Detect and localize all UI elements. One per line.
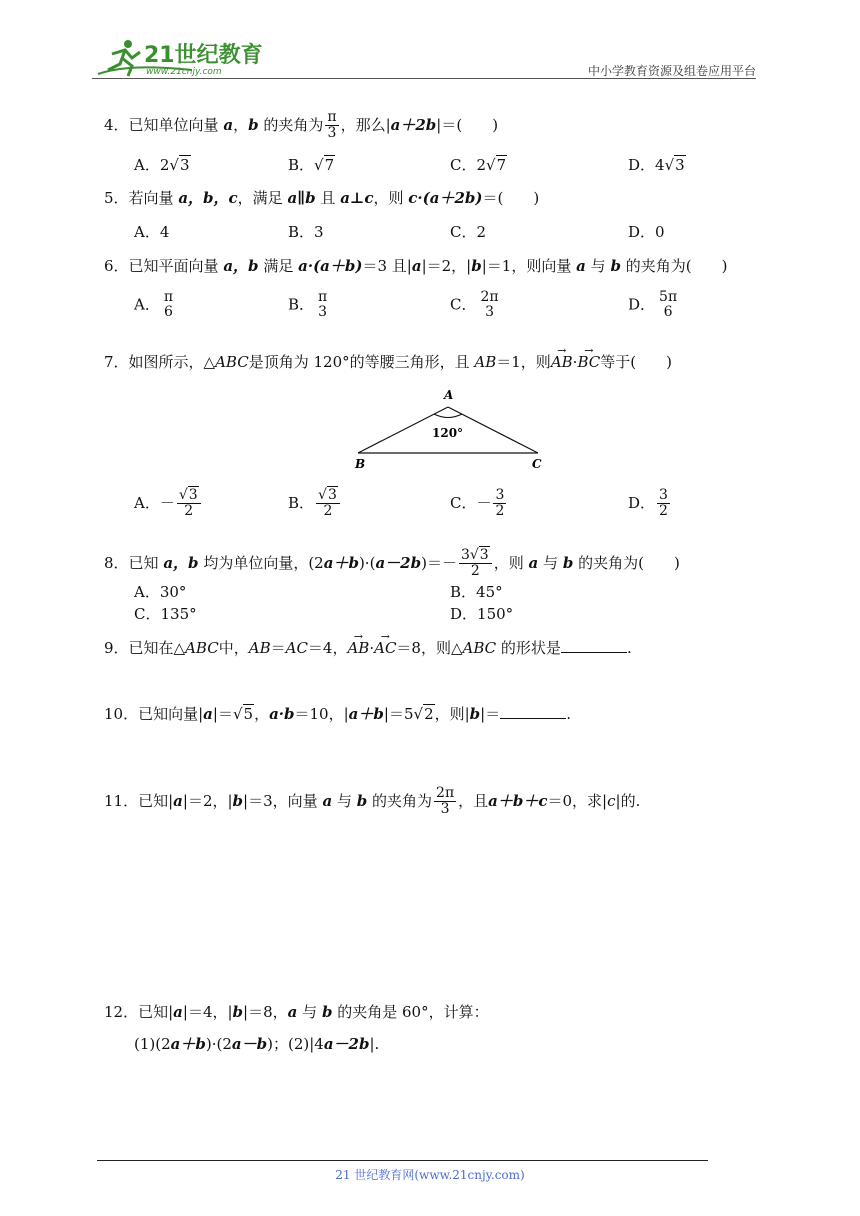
q4-option-b: B．√7 <box>288 156 335 174</box>
q5-option-c: C．2 <box>450 223 487 241</box>
angle-arc <box>434 414 462 418</box>
q7-option-c: C．－ $\frac{3}{2}$ <box>450 487 505 520</box>
question-10: 10．已知向量|a|＝√5，a·b＝10，|a＋b|＝5√2，则|b|＝ . <box>104 705 572 723</box>
q6-option-c: C． 2π 3 <box>450 289 499 321</box>
question-12: 12．已知|a|＝4，|b|＝8，a 与 b 的夹角是 60°，计算： <box>104 1003 489 1021</box>
header-title: 中小学教育资源及组卷应用平台 <box>587 64 756 78</box>
q6-option-a: A． π 6 <box>134 289 174 321</box>
q4-option-d: D．4√3 <box>628 156 685 174</box>
footer-rule <box>97 1160 708 1161</box>
q4-option-c: C．2√7 <box>450 156 507 174</box>
vertex-b: B <box>355 457 366 471</box>
vertex-c: C <box>532 457 542 471</box>
q5-option-b: B．3 <box>288 223 324 241</box>
header-rule <box>92 78 756 79</box>
question-6: 6．已知平面向量 a，b 满足 a·(a＋b)＝3 且|a|＝2，|b|＝1，则向量 a 与 b 的夹角为( ) <box>104 257 728 275</box>
q8-option-c: C．135° <box>134 605 197 623</box>
question-4: 4．已知单位向量 a，b 的夹角为 $\frac{\pi}{3}$ ，那么|a＋2b|＝( ) <box>104 109 499 142</box>
triangle-figure <box>350 387 550 471</box>
q8-option-a: A．30° <box>134 583 187 601</box>
q7-option-a: A．－ $\frac{√3}{2}$ <box>134 488 203 520</box>
answer-blank[interactable] <box>500 704 566 719</box>
answer-blank[interactable] <box>561 638 627 653</box>
question-8: 8．已知 a，b 均为单位向量，(2a＋b)·(a－2b)＝－ $\frac{3√3}{2}$ ，则 a 与 b 的夹角为( ) <box>104 547 680 580</box>
logo-text: 21世纪教育 <box>144 43 263 68</box>
footer-link[interactable]: 21 世纪教育网(www.21cnjy.com) <box>335 1168 525 1182</box>
q5-option-d: D．0 <box>628 223 665 241</box>
angle-label: 120° <box>432 426 464 440</box>
question-11: 11．已知|a|＝2，|b|＝3，向量 a 与 b 的夹角为 $\frac{2\pi}{3}$ ，且a＋b＋c＝0，求|c|的. <box>104 785 641 818</box>
q4-option-a: A．2√3 <box>134 156 190 174</box>
q8-option-b: B．45° <box>450 583 503 601</box>
vertex-a: A <box>444 388 454 402</box>
logo <box>92 36 272 78</box>
q8-option-d: D．150° <box>450 605 514 623</box>
q7-option-d: D． $\frac{3}{2}$ <box>628 487 668 520</box>
q5-option-a: A．4 <box>134 223 170 241</box>
q7-option-b: B． $\frac{√3}{2}$ <box>288 488 342 520</box>
logo-url: www.21cnjy.com <box>146 67 222 77</box>
q6-option-b: B． π 3 <box>288 289 328 321</box>
question-5: 5．若向量 a，b，c，满足 a∥b 且 a⊥c，则 c·(a＋2b)＝( ) <box>104 189 540 207</box>
question-12-parts: (1)(2a＋b)·(2a－b)；(2)|4a－2b|. <box>134 1035 380 1053</box>
question-7: 7．如图所示，△ABC是顶角为 120°的等腰三角形，且 AB＝1，则→ AB·→ BC等于( ) <box>104 352 672 372</box>
q6-option-d: D． 5π 6 <box>628 289 678 321</box>
question-9: 9．已知在△ABC中，AB＝AC＝4，→ AB·→ AC＝8，则△ABC 的形状是 . <box>104 638 632 658</box>
